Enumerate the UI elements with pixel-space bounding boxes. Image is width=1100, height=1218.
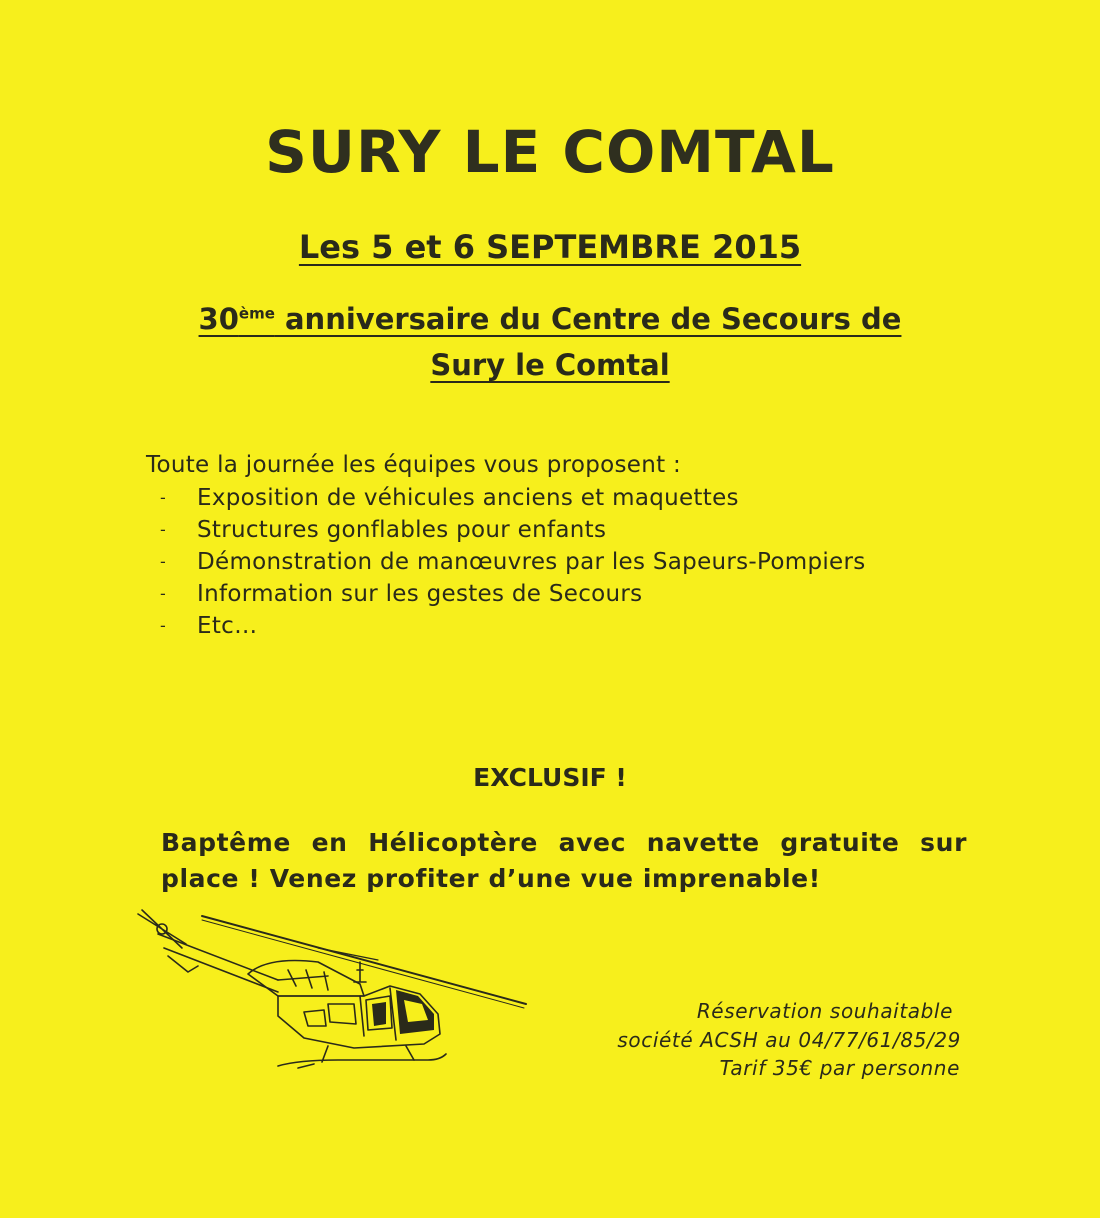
anniversary-text: anniversaire du Centre de Secours de [274, 302, 902, 336]
flyer-title: SURY LE COMTAL [265, 118, 835, 186]
list-item: - Etc… [160, 610, 866, 642]
intro-text: Toute la journée les équipes vous proposent : [146, 452, 682, 478]
anniversary-line-2: Sury le Comtal [430, 348, 670, 382]
reservation-line-3: Tarif 35€ par personne [719, 1056, 960, 1080]
list-item: - Structures gonflables pour enfants [160, 514, 866, 546]
reservation-line-1: Réservation souhaitable [696, 999, 953, 1023]
exclusive-offer-text: Baptême en Hélicoptère avec navette gratuite sur place ! Venez profiter d’une vue imprenable! [161, 828, 967, 893]
event-date: Les 5 et 6 SEPTEMBRE 2015 [298, 228, 802, 266]
feature-list [160, 482, 866, 642]
anniversary-line-1 [0, 302, 1100, 336]
anniversary-number: 30 [198, 302, 239, 336]
anniversary-suffix: ème [238, 304, 275, 323]
list-item: - Information sur les gestes de Secours [160, 578, 866, 610]
reservation-line-2: société ACSH au 04/77/61/85/29 [617, 1028, 961, 1052]
exclusive-heading: EXCLUSIF ! [473, 763, 627, 792]
helicopter-icon [128, 900, 530, 1072]
list-item: - Exposition de véhicules anciens et maquettes [160, 482, 866, 514]
list-item: - Démonstration de manœuvres par les Sapeurs-Pompiers [160, 546, 866, 578]
